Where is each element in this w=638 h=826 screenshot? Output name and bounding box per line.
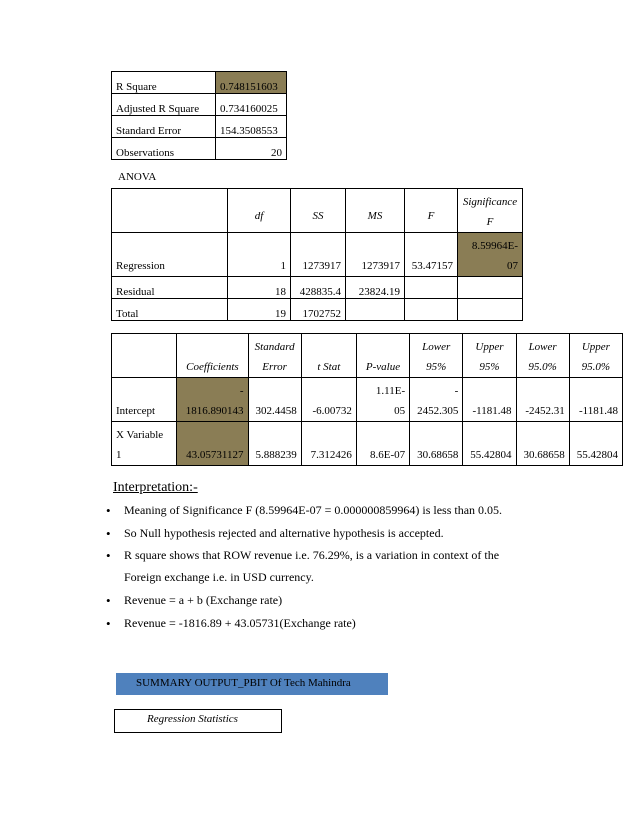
header-se-line1: Standard bbox=[254, 341, 295, 353]
cell-df: 18 bbox=[228, 277, 291, 299]
anova-table bbox=[111, 188, 523, 321]
summary-output-bar bbox=[116, 673, 388, 695]
header-se-line2: Error bbox=[262, 361, 287, 373]
cell-coefficient: 43.05731127 bbox=[177, 422, 248, 466]
coef-line1: - bbox=[239, 385, 244, 397]
sig-line2: 07 bbox=[507, 260, 518, 272]
row-label bbox=[112, 422, 177, 466]
header-coefficients: Coefficients bbox=[177, 334, 248, 378]
header-upper950-line1: Upper bbox=[581, 341, 610, 353]
stat-value: 154.3508553 bbox=[216, 116, 287, 138]
header-upper-95-0 bbox=[569, 334, 622, 378]
stat-label: Observations bbox=[112, 138, 216, 160]
header-upper95-line1: Upper bbox=[475, 341, 504, 353]
header-significance-f bbox=[458, 189, 523, 233]
row-label-line2: 1 bbox=[116, 449, 122, 461]
table-row bbox=[112, 299, 523, 321]
table-row bbox=[112, 189, 523, 233]
cell-ms: 23824.19 bbox=[346, 277, 405, 299]
header-lower95-line1: Lower bbox=[422, 341, 451, 353]
table-row bbox=[112, 94, 287, 116]
header-lower950-line2: 95.0% bbox=[528, 361, 557, 373]
coefficients-table bbox=[111, 333, 623, 466]
cell-standard-error: 5.888239 bbox=[248, 422, 301, 466]
bullet-item: • Revenue = a + b (Exchange rate) bbox=[124, 593, 282, 608]
header-cell bbox=[112, 334, 177, 378]
row-label: Residual bbox=[112, 277, 228, 299]
table-row bbox=[112, 72, 287, 94]
cell-t-stat: 7.312426 bbox=[301, 422, 356, 466]
header-upper-95 bbox=[463, 334, 516, 378]
header-lower-95-0 bbox=[516, 334, 569, 378]
header-f: F bbox=[405, 189, 458, 233]
lower95-line1: - bbox=[454, 385, 459, 397]
cell-significance-f bbox=[458, 299, 523, 321]
coef-line2: 1816.890143 bbox=[185, 405, 244, 417]
header-t-stat: t Stat bbox=[301, 334, 356, 378]
cell-lower-95-0: -2452.31 bbox=[516, 378, 569, 422]
regression-statistics-header bbox=[114, 709, 282, 733]
header-sig-line1: Significance bbox=[462, 196, 518, 208]
cell-ms: 1273917 bbox=[346, 233, 405, 277]
stat-value: 0.734160025 bbox=[216, 94, 287, 116]
cell-significance-f bbox=[458, 277, 523, 299]
row-label bbox=[112, 378, 177, 422]
stat-value: 0.748151603 bbox=[216, 72, 287, 94]
table-row bbox=[112, 116, 287, 138]
header-df: df bbox=[228, 189, 291, 233]
stat-label: Adjusted R Square bbox=[112, 94, 216, 116]
cell-f bbox=[405, 277, 458, 299]
cell-ss: 1702752 bbox=[291, 299, 346, 321]
table-row bbox=[112, 138, 287, 160]
table-row bbox=[112, 334, 623, 378]
p-line2: 05 bbox=[394, 405, 406, 417]
header-sig-line2: F bbox=[486, 216, 494, 228]
bullet-item: • R square shows that ROW revenue i.e. 76.29%, is a variation in context of the bbox=[124, 548, 499, 563]
row-label-line1: X Variable bbox=[116, 429, 164, 441]
stat-value: 20 bbox=[216, 138, 287, 160]
interpretation-heading: Interpretation:- bbox=[113, 480, 198, 495]
regression-stats-table bbox=[111, 71, 287, 160]
header-standard-error bbox=[248, 334, 301, 378]
cell-f: 53.47157 bbox=[405, 233, 458, 277]
cell-ss: 1273917 bbox=[291, 233, 346, 277]
cell-lower-95-0: 30.68658 bbox=[516, 422, 569, 466]
row-label: Regression bbox=[112, 233, 228, 277]
stat-label: R Square bbox=[112, 72, 216, 94]
stat-label: Standard Error bbox=[112, 116, 216, 138]
row-label-line2: Intercept bbox=[116, 405, 156, 417]
summary-output-label: SUMMARY OUTPUT_PBIT Of Tech Mahindra bbox=[136, 677, 351, 689]
cell-p-value: 8.6E-07 bbox=[356, 422, 409, 466]
regression-statistics-label: Regression Statistics bbox=[147, 713, 238, 725]
header-upper950-line2: 95.0% bbox=[581, 361, 611, 373]
header-lower950-line1: Lower bbox=[528, 341, 557, 353]
header-ms: MS bbox=[346, 189, 405, 233]
row-label: Total bbox=[112, 299, 228, 321]
p-line1: 1.11E- bbox=[375, 385, 406, 397]
cell-upper-95-0: -1181.48 bbox=[569, 378, 622, 422]
cell-standard-error: 302.4458 bbox=[248, 378, 301, 422]
cell-t-stat: -6.00732 bbox=[301, 378, 356, 422]
table-row bbox=[112, 233, 523, 277]
cell-lower-95: 30.68658 bbox=[410, 422, 463, 466]
cell-lower-95 bbox=[410, 378, 463, 422]
anova-title: ANOVA bbox=[118, 171, 157, 183]
cell-coefficient bbox=[177, 378, 248, 422]
header-upper95-line2: 95% bbox=[479, 361, 500, 373]
bullet-item: • Revenue = -1816.89 + 43.05731(Exchange rate) bbox=[124, 616, 356, 631]
cell-ms bbox=[346, 299, 405, 321]
row-label-line1 bbox=[116, 381, 172, 401]
table-row bbox=[112, 422, 623, 466]
table-row bbox=[112, 378, 623, 422]
cell-upper-95: 55.42804 bbox=[463, 422, 516, 466]
cell-upper-95-0: 55.42804 bbox=[569, 422, 622, 466]
cell-f bbox=[405, 299, 458, 321]
cell-upper-95: -1181.48 bbox=[463, 378, 516, 422]
cell-significance-f bbox=[458, 233, 523, 277]
bullet-continuation: Foreign exchange i.e. in USD currency. bbox=[124, 570, 314, 584]
header-cell bbox=[112, 189, 228, 233]
sig-line1: 8.59964E- bbox=[471, 240, 518, 252]
header-p-value: P-value bbox=[356, 334, 409, 378]
table-row bbox=[112, 277, 523, 299]
cell-df: 19 bbox=[228, 299, 291, 321]
lower95-line2: 2452.305 bbox=[417, 405, 459, 417]
header-lower95-line2: 95% bbox=[426, 361, 447, 373]
bullet-item: • So Null hypothesis rejected and alternative hypothesis is accepted. bbox=[124, 526, 444, 541]
header-ss: SS bbox=[291, 189, 346, 233]
bullet-item: • Meaning of Significance F (8.59964E-07 = 0.000000859964) is less than 0.05. bbox=[124, 503, 502, 518]
cell-ss: 428835.4 bbox=[291, 277, 346, 299]
cell-df: 1 bbox=[228, 233, 291, 277]
cell-p-value bbox=[356, 378, 409, 422]
header-lower-95 bbox=[410, 334, 463, 378]
